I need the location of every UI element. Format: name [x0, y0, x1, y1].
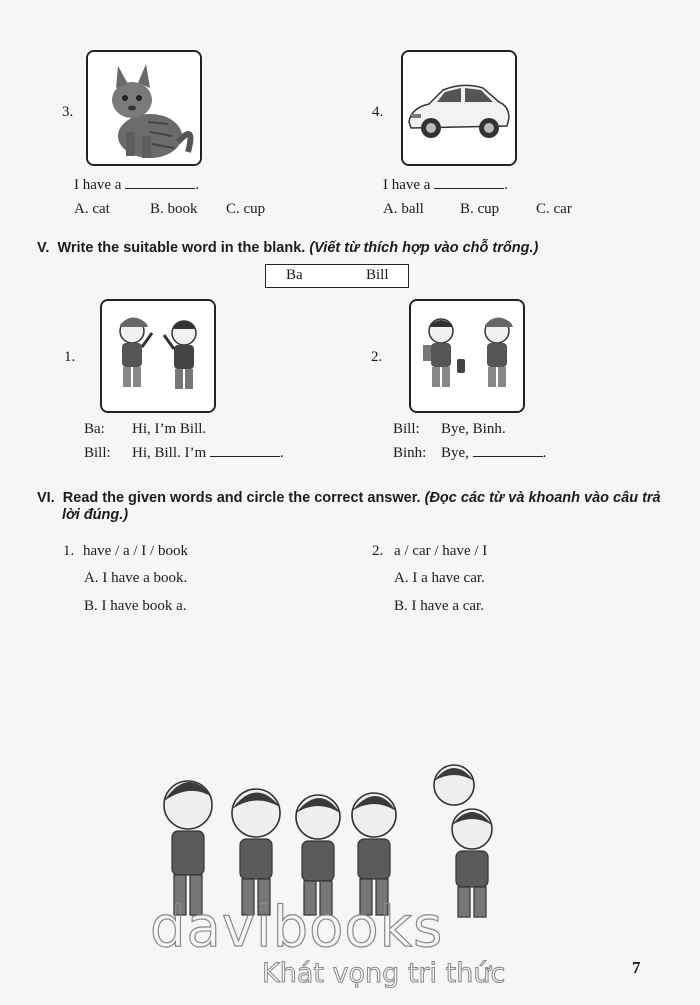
- dialogue-line: Bill: Hi, Bill. I’m .: [84, 445, 284, 461]
- cat-icon: [88, 52, 200, 164]
- dialogue-number: 2.: [371, 349, 383, 365]
- word-option: Bill: [366, 267, 389, 283]
- section-v-heading: V. Write the suitable word in the blank. (Viết từ thích hợp vào chỗ trống.): [37, 240, 539, 256]
- dialogue-line: Binh: Bye, .: [393, 445, 547, 461]
- option-c[interactable]: C. cup: [226, 201, 266, 217]
- dialogue-line: Ba: Hi, I’m Bill.: [84, 421, 207, 437]
- section-vi-heading: VI. Read the given words and circle the correct answer. (Đọc các từ và khoanh vào câu trả: [37, 490, 661, 506]
- option-a[interactable]: A. cat: [74, 201, 110, 217]
- car-icon: [403, 52, 515, 164]
- brand-tagline: Khát vọng tri thức: [262, 958, 506, 989]
- word-option: Ba: [286, 267, 303, 283]
- choice-a[interactable]: A. I have a book.: [84, 570, 188, 586]
- question-number: 4.: [372, 104, 384, 120]
- answer-blank[interactable]: [210, 455, 280, 457]
- question-number: 3.: [62, 104, 74, 120]
- brand-watermark: davibooks: [150, 895, 444, 960]
- question-4-prompt: I have a .: [383, 177, 508, 193]
- choice-a[interactable]: A. I a have car.: [394, 570, 485, 586]
- boys-greeting-picture: [100, 299, 216, 413]
- scrambled-words: 1. have / a / I / book: [63, 543, 188, 559]
- choice-b[interactable]: B. I have a car.: [394, 598, 484, 614]
- word-box: [265, 264, 409, 288]
- dialogue-line: Bill: Bye, Binh.: [393, 421, 506, 437]
- scrambled-words: 2. a / car / have / I: [372, 543, 488, 559]
- question-3-prompt: I have a .: [74, 177, 199, 193]
- cat-picture: [86, 50, 202, 166]
- option-b[interactable]: B. cup: [460, 201, 500, 217]
- option-c[interactable]: C. car: [536, 201, 572, 217]
- answer-blank[interactable]: [125, 187, 195, 189]
- boys-greeting-icon: [102, 301, 214, 411]
- boys-goodbye-icon: [411, 301, 523, 411]
- page-number: 7: [632, 958, 641, 977]
- car-picture: [401, 50, 517, 166]
- answer-blank[interactable]: [473, 455, 543, 457]
- option-b[interactable]: B. book: [150, 201, 198, 217]
- choice-b[interactable]: B. I have book a.: [84, 598, 187, 614]
- answer-blank[interactable]: [434, 187, 504, 189]
- boys-goodbye-picture: [409, 299, 525, 413]
- dialogue-number: 1.: [64, 349, 76, 365]
- option-a[interactable]: A. ball: [383, 201, 424, 217]
- section-vi-heading-cont: lời đúng.): [62, 507, 129, 523]
